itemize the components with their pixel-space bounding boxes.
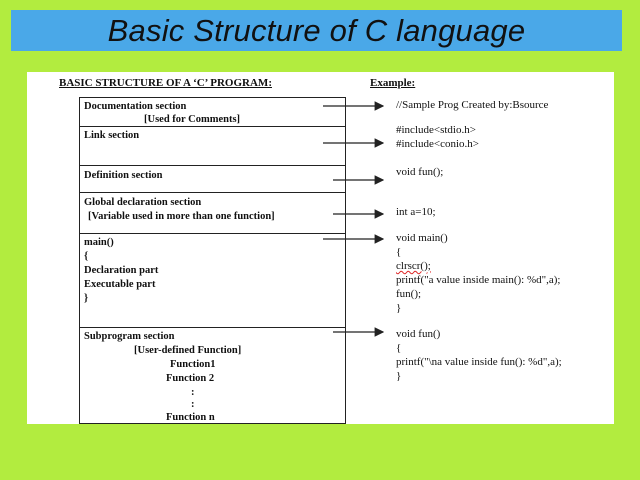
executable-part-label: Executable part — [84, 279, 156, 290]
global-declaration-note: [Variable used in more than one function] — [88, 211, 275, 222]
global-declaration-label: Global declaration section — [84, 197, 202, 208]
fun-call: fun(); — [396, 288, 422, 300]
title-banner — [11, 10, 622, 51]
function1-label: Function1 — [170, 359, 216, 370]
slide-title: Basic Structure of C language — [107, 12, 526, 48]
ellipsis-1: : — [191, 387, 195, 398]
main-signature: void main() — [396, 232, 448, 244]
include-stdio: #include<stdio.h> — [396, 124, 476, 136]
fun-signature: void fun() — [396, 328, 441, 340]
main-printf-call: printf("a value inside main(): %d",a); — [396, 274, 561, 286]
arrows-layer — [27, 72, 614, 424]
fun-code-open-brace: { — [396, 342, 402, 354]
clrscr-call: clrscr(); — [396, 260, 431, 272]
ellipsis-2: : — [191, 399, 195, 410]
function-prototype: void fun(); — [396, 166, 444, 178]
main-close-brace: } — [84, 293, 89, 304]
user-defined-function-note: [User-defined Function] — [134, 345, 242, 356]
subprogram-section-label: Subprogram section — [84, 331, 175, 342]
global-variable: int a=10; — [396, 206, 436, 218]
example-comment: //Sample Prog Created by:Bsource — [396, 99, 549, 111]
main-code-close-brace: } — [396, 302, 402, 314]
main-open-brace: { — [84, 251, 89, 262]
fun-code-close-brace: } — [396, 370, 402, 382]
link-section-label: Link section — [84, 130, 140, 141]
declaration-part-label: Declaration part — [84, 265, 159, 276]
example-heading: Example: — [370, 77, 416, 89]
content-panel — [27, 72, 614, 424]
definition-section-label: Definition section — [84, 170, 163, 181]
include-conio: #include<conio.h> — [396, 138, 479, 150]
main-label: main() — [84, 237, 114, 248]
documentation-section-label: Documentation section — [84, 101, 187, 112]
main-code-open-brace: { — [396, 246, 402, 258]
fun-printf-call: printf("\na value inside fun(): %d",a); — [396, 356, 562, 368]
structure-heading: BASIC STRUCTURE OF A ‘C’ PROGRAM: — [59, 77, 272, 89]
function2-label: Function 2 — [166, 373, 215, 384]
function-n-label: Function n — [166, 412, 215, 423]
documentation-section-note: [Used for Comments] — [144, 114, 241, 125]
